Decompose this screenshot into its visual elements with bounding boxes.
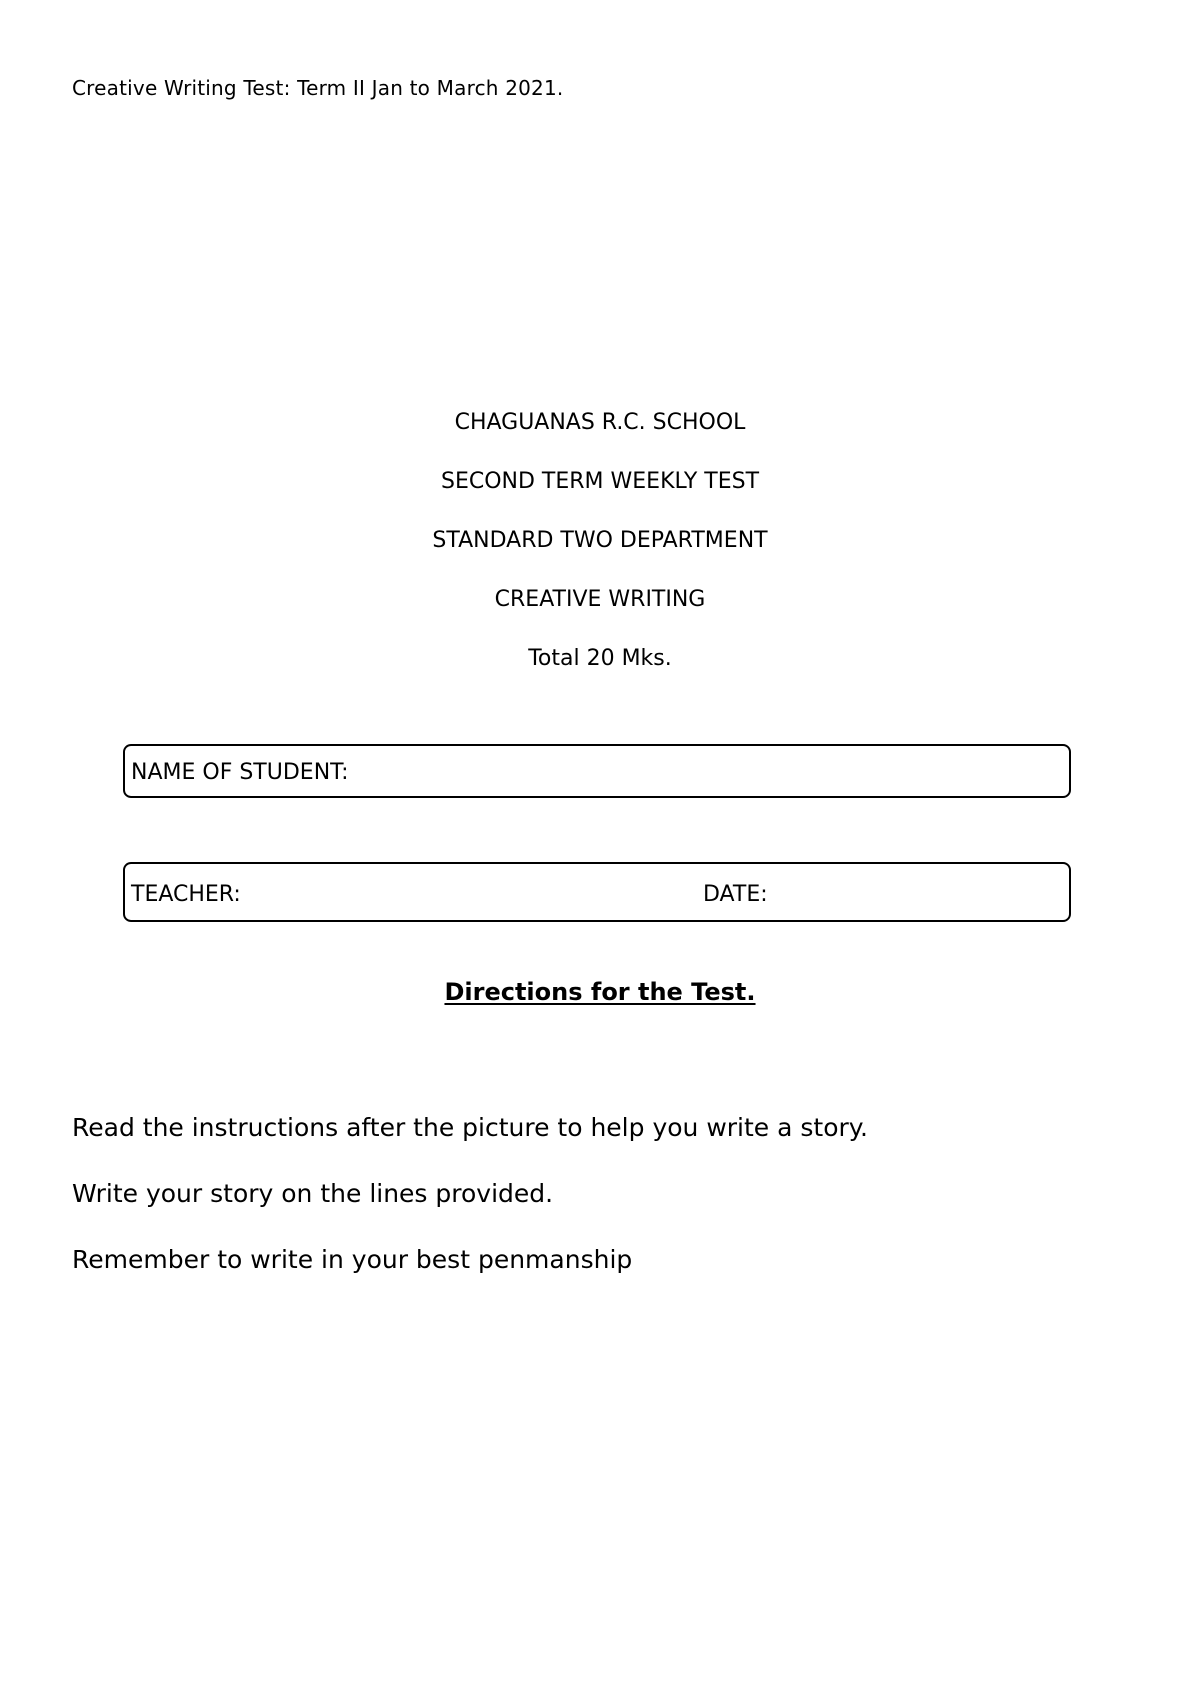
directions-list xyxy=(72,1110,868,1308)
title-block xyxy=(0,405,1200,700)
directions-title: Directions for the Test. xyxy=(444,978,756,1006)
school-name: CHAGUANAS R.C. SCHOOL xyxy=(454,410,746,435)
student-name-label: NAME OF STUDENT: xyxy=(131,760,349,785)
test-header: Creative Writing Test: Term II Jan to March 2021. xyxy=(72,76,564,100)
teacher-label: TEACHER: xyxy=(131,882,241,907)
total-marks: Total 20 Mks. xyxy=(528,646,672,671)
student-name-field[interactable] xyxy=(123,744,1071,798)
direction-item: Remember to write in your best penmanship xyxy=(72,1245,633,1274)
date-label: DATE: xyxy=(703,882,768,907)
subject-name: CREATIVE WRITING xyxy=(494,587,706,612)
direction-item: Read the instructions after the picture to help you write a story. xyxy=(72,1113,868,1142)
department-name: STANDARD TWO DEPARTMENT xyxy=(432,528,768,553)
test-name: SECOND TERM WEEKLY TEST xyxy=(440,469,760,494)
direction-item: Write your story on the lines provided. xyxy=(72,1179,554,1208)
teacher-date-field[interactable] xyxy=(123,862,1071,922)
